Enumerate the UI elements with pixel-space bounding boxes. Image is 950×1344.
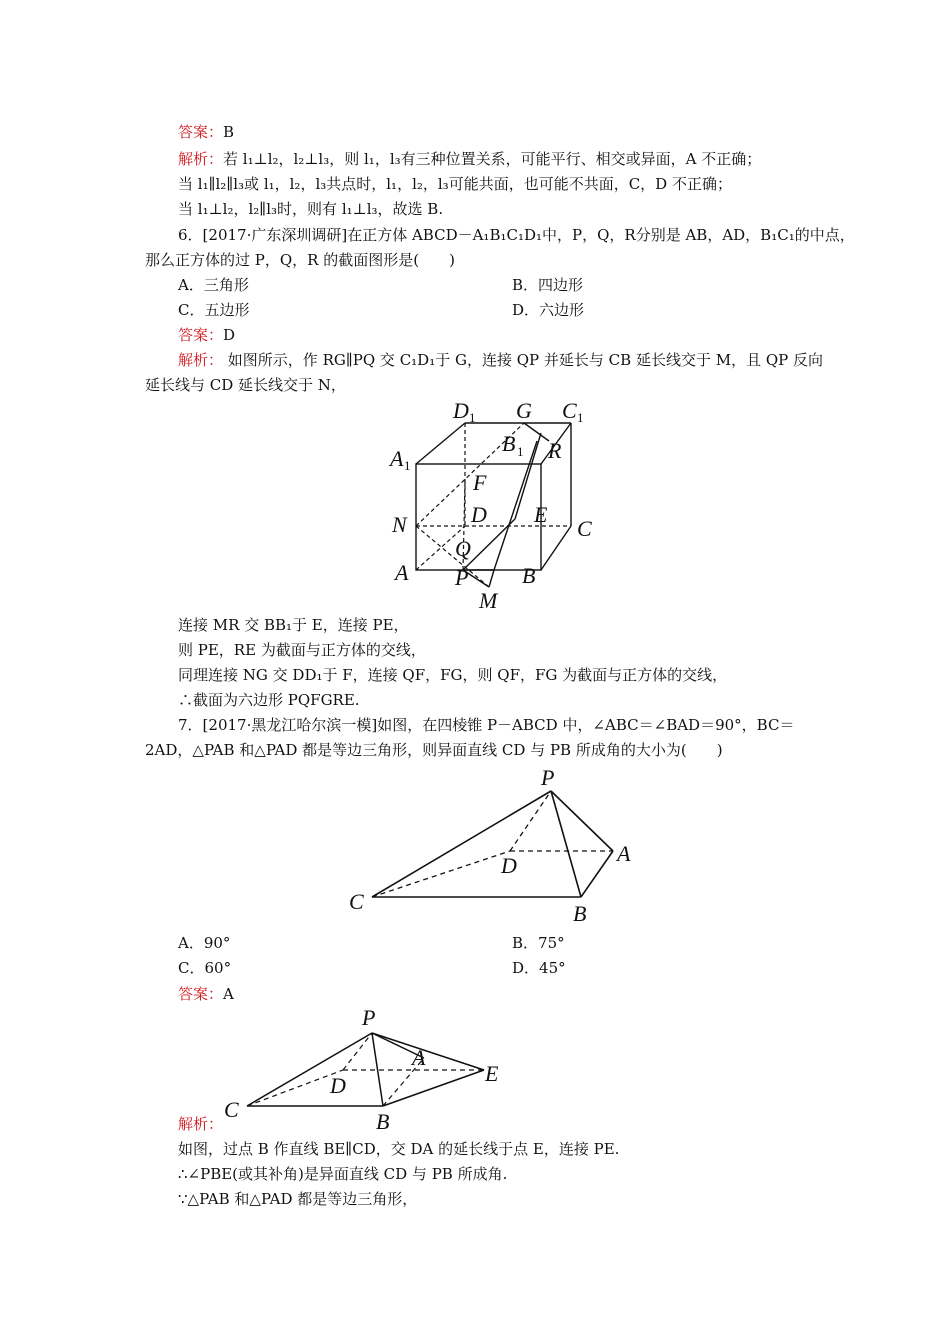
analysis-label: 解析：: [178, 351, 224, 369]
label-p: P: [362, 1005, 376, 1030]
label-a1: A: [390, 446, 404, 471]
q6-analysis-6: ∴截面为六边形 PQFGRE.: [178, 691, 360, 709]
q6-answer: [178, 324, 235, 346]
q7-analysis-1: 如图，过点 B 作直线 BE∥CD，交 DA 的延长线于点 E，连接 PE.: [178, 1140, 620, 1158]
label-e: E: [485, 1061, 499, 1086]
label-n: N: [392, 512, 407, 537]
label-e: E: [534, 502, 548, 527]
label-c: C: [577, 516, 592, 541]
q6-option-a: A．三角形: [178, 276, 249, 294]
label-c1: C: [562, 398, 577, 423]
question-7-line-1: 7．[2017·黑龙江哈尔滨一模]如图，在四棱锥 P－ABCD 中，∠ABC＝∠BAD＝90°，BC＝: [178, 716, 795, 734]
answer-value: D: [223, 326, 236, 344]
q7-option-c: C．60°: [178, 959, 232, 977]
label-m: M: [479, 588, 498, 613]
label-a: A: [617, 841, 631, 866]
question-7-line-2: 2AD，△PAB 和△PAD 都是等边三角形，则异面直线 CD 与 PB 所成角的大小为( ): [145, 741, 723, 759]
label-b1: B: [502, 431, 516, 456]
label-d: D: [471, 502, 487, 527]
q7-analysis-3: ∵△PAB 和△PAD 都是等边三角形，: [178, 1190, 418, 1208]
label-p: P: [541, 765, 555, 790]
q6-analysis-4: 则 PE，RE 为截面与正方体的交线，: [178, 641, 426, 659]
answer-value: A: [223, 985, 234, 1003]
label-b: B: [376, 1109, 390, 1133]
analysis-label: 解析：: [178, 150, 224, 168]
q6-option-c: C．五边形: [178, 301, 250, 319]
cube-figure: [385, 398, 600, 613]
answer-label: 答案：: [178, 123, 224, 141]
label-c: C: [224, 1097, 239, 1122]
question-6-line-2: 那么正方体的过 P，Q，R 的截面图形是( ): [145, 251, 455, 269]
q7-option-a: A．90°: [178, 934, 231, 952]
pyramid-figure: [345, 763, 635, 928]
q7-analysis-2: ∴∠PBE(或其补角)是异面直线 CD 与 PB 所成角.: [178, 1165, 508, 1183]
label-b: B: [522, 563, 536, 588]
answer-label: 答案：: [178, 326, 224, 344]
label-c: C: [349, 889, 364, 914]
label-p: P: [455, 565, 469, 590]
q6-analysis-3: 连接 MR 交 BB₁于 E，连接 PE，: [178, 616, 409, 634]
q7-option-b: B．75°: [512, 934, 565, 952]
label-b: B: [573, 901, 587, 926]
q7-answer: [178, 983, 234, 1005]
label-a1-sub: 1: [404, 458, 411, 473]
label-g: G: [516, 398, 532, 423]
label-q: Q: [455, 536, 471, 561]
label-a: A: [395, 560, 409, 585]
label-r: R: [548, 438, 562, 463]
q7-analysis-label: 解析：: [178, 1115, 224, 1133]
q7-option-d: D．45°: [512, 959, 566, 977]
pyramid-extended-figure: [222, 1003, 512, 1133]
label-f: F: [473, 470, 487, 495]
answer-line-5: [178, 121, 234, 143]
q6-analysis-2: 延长线与 CD 延长线交于 N，: [145, 376, 346, 394]
q6-analysis-5: 同理连接 NG 交 DD₁于 F，连接 QF，FG，则 QF，FG 为截面与正方体的交线，: [178, 666, 728, 684]
label-d1-sub: 1: [469, 410, 476, 425]
answer-label: 答案：: [178, 985, 224, 1003]
label-d1: D: [453, 398, 469, 423]
label-b1-sub: 1: [517, 444, 524, 459]
question-6-line-1: 6．[2017·广东深圳调研]在正方体 ABCD－A₁B₁C₁D₁中，P，Q，R分别是 AB，AD，B₁C₁的中点，: [178, 226, 855, 244]
analysis-line-5c: 当 l₁⊥l₂，l₂∥l₃时，则有 l₁⊥l₃，故选 B.: [178, 200, 444, 218]
q6-option-d: D．六边形: [512, 301, 585, 319]
q6-analysis-1: [178, 349, 823, 371]
q6-option-b: B．四边形: [512, 276, 584, 294]
label-d: D: [330, 1073, 346, 1098]
answer-value: B: [223, 123, 235, 141]
analysis-line-5b: 当 l₁∥l₂∥l₃或 l₁，l₂，l₃共点时，l₁，l₂，l₃可能共面，也可能不共面，C，D 不正确；: [178, 175, 732, 193]
analysis-line-5a: [178, 148, 761, 170]
analysis-text: 如图所示，作 RG∥PQ 交 C₁D₁于 G，连接 QP 并延长与 CB 延长线交于 M，且 QP 反向: [227, 351, 823, 369]
analysis-text: 若 l₁⊥l₂，l₂⊥l₃，则 l₁，l₃有三种位置关系，可能平行、相交或异面，A 不正确；: [223, 150, 762, 168]
label-a: A: [412, 1045, 426, 1070]
label-d: D: [501, 853, 517, 878]
label-c1-sub: 1: [577, 410, 584, 425]
